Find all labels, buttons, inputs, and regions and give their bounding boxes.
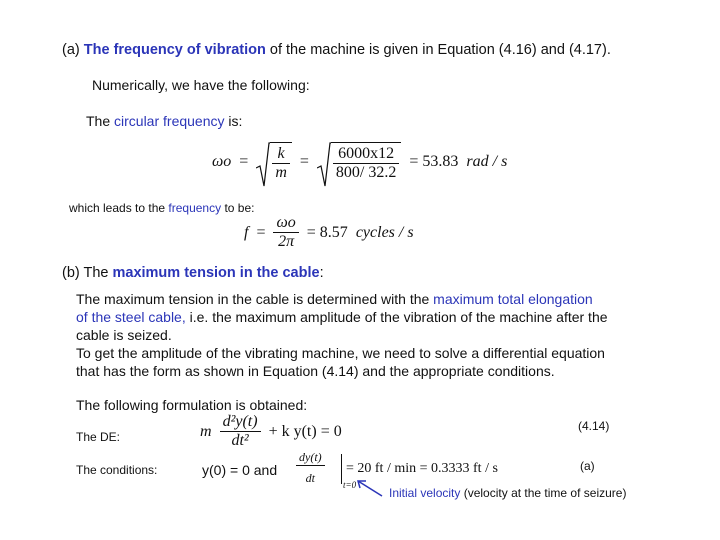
part-b-label: (b) The [62, 265, 109, 281]
de-den: dt² [231, 432, 249, 450]
numeric-fraction [333, 145, 399, 183]
radical-icon [256, 142, 270, 188]
cond-y0: y(0) = 0 and [202, 462, 278, 478]
leads-line [69, 201, 254, 215]
part-b-colon: : [319, 265, 324, 281]
cond-num: dy(t) [296, 451, 325, 466]
leads-post: to be: [224, 201, 255, 215]
equals-sign: = [239, 153, 249, 171]
k-over-m [272, 145, 290, 183]
de-m: m [200, 422, 212, 440]
eq1-num: 6000x12 [333, 145, 399, 164]
iv-term: Initial velocity [389, 486, 461, 500]
circ-post: is: [228, 113, 243, 129]
f-den: 2π [278, 233, 295, 251]
leads-term: frequency [168, 201, 222, 215]
circ-term: circular frequency [114, 113, 225, 129]
circ-pre: The [86, 113, 111, 129]
part-b-heading [62, 265, 324, 281]
m-den: m [275, 164, 287, 182]
arrow-icon [354, 478, 384, 498]
k-num: k [272, 145, 290, 164]
equals-sign-3: = [256, 223, 266, 241]
p1-d: i.e. the maximum amplitude of the vibration of the machine after the [189, 309, 608, 325]
de-eqnum: (4.14) [578, 419, 610, 433]
de-equation [200, 413, 342, 451]
p1-c: of the steel cable, [76, 309, 186, 325]
part-a-label: (a) [62, 42, 80, 58]
f-result: = 8.57 [306, 223, 348, 241]
part-a-title: The frequency of vibration [83, 42, 266, 58]
initial-velocity-note [389, 486, 626, 500]
de-label: The DE: [76, 430, 121, 444]
radical-icon-2 [317, 142, 331, 188]
paragraph-2 [76, 344, 605, 380]
cond-sub: t=0 [343, 480, 357, 490]
cond-eqnum: (a) [580, 459, 595, 473]
numerically-text: Numerically, we have the following: [92, 77, 310, 93]
p1-a: The maximum tension in the cable is determined with the [76, 291, 430, 307]
formulation-text: The following formulation is obtained: [76, 397, 308, 413]
f-unit: cycles / s [355, 223, 414, 241]
part-a-rest: of the machine is given in Equation (4.16) and (4.17). [269, 42, 611, 58]
de-fraction [220, 413, 261, 451]
circular-frequency-line [86, 113, 242, 129]
eq1-result: = 53.83 [409, 153, 459, 171]
frequency-equation [244, 214, 414, 252]
f-fraction [273, 214, 298, 252]
p1-e: cable is seized. [76, 327, 172, 343]
iv-rest: (velocity at the time of seizure) [463, 486, 627, 500]
f-num: ωo [273, 214, 298, 233]
eval-bar [341, 454, 342, 484]
de-rest: + k y(t) = 0 [268, 422, 342, 440]
eq1-den: 800/ 32.2 [335, 164, 397, 182]
eq1-unit: rad / s [466, 153, 508, 171]
p2-a: To get the amplitude of the vibrating machine, we need to solve a differential equation [76, 345, 605, 361]
cond-den: dt [305, 470, 315, 485]
de-num: d²y(t) [220, 413, 261, 432]
part-a-heading [62, 42, 611, 58]
leads-pre: which leads to the [69, 201, 166, 215]
conditions-label: The conditions: [76, 463, 158, 477]
p2-b: that has the form as shown in Equation (4.14) and the appropriate conditions. [76, 363, 555, 379]
p1-b: maximum total elongation [433, 291, 593, 307]
cond-rest: = 20 ft / min = 0.3333 ft / s [346, 461, 498, 476]
paragraph-1 [76, 290, 608, 344]
omega-lhs: ωo [212, 153, 232, 171]
sqrt-k-over-m [256, 142, 292, 183]
cond-fraction [296, 451, 325, 486]
equals-sign-2: = [299, 153, 309, 171]
part-b-title: maximum tension in the cable [112, 265, 320, 281]
f-lhs: f [244, 223, 249, 241]
sqrt-numeric [317, 142, 401, 183]
omega-equation [212, 142, 507, 183]
cond-derivative [296, 451, 325, 486]
